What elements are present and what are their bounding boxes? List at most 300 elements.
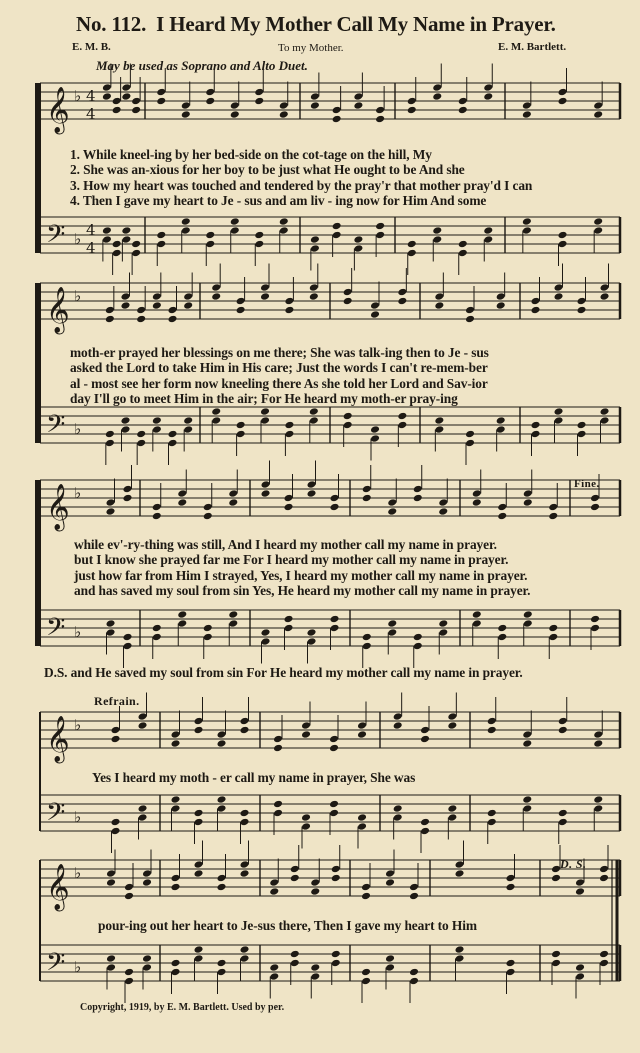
note-head [284, 297, 294, 306]
note-head [136, 306, 146, 315]
note-head [432, 92, 442, 101]
note-head [523, 619, 533, 628]
note-head [523, 610, 533, 619]
key-signature-flat-icon: ♭ [74, 287, 82, 305]
note-head [409, 968, 419, 977]
note-head [112, 97, 122, 106]
note-head [309, 292, 319, 301]
note-head [112, 240, 122, 249]
note-head [600, 283, 610, 292]
note-head [370, 425, 380, 434]
note-head [375, 222, 385, 231]
note-head [357, 730, 367, 739]
dedication: To my Mother. [278, 42, 344, 54]
note-head [558, 726, 568, 735]
note-head [393, 804, 403, 813]
note-head [497, 624, 507, 633]
note-head [551, 950, 561, 959]
note-head [465, 306, 475, 315]
note-head [472, 498, 482, 507]
note-head [254, 97, 264, 106]
note-head [575, 963, 585, 972]
note-head [123, 633, 133, 642]
note-head [106, 878, 116, 887]
note-head [284, 503, 294, 512]
bass-clef-icon: 𝄢 [46, 613, 66, 648]
note-head [343, 412, 353, 421]
note-head [205, 231, 215, 240]
note-head [362, 494, 372, 503]
note-head [387, 507, 397, 516]
note-head [121, 92, 131, 101]
note-head [279, 217, 289, 226]
note-head [230, 110, 240, 119]
note-head [106, 498, 116, 507]
note-head [194, 717, 204, 726]
note-head [420, 726, 430, 735]
note-head [123, 494, 133, 503]
note-head [331, 865, 341, 874]
note-head [330, 494, 340, 503]
note-head [385, 954, 395, 963]
system-1-lyrics [70, 147, 532, 208]
note-head [522, 110, 532, 119]
note-head [420, 827, 430, 836]
note-head [343, 421, 353, 430]
note-head [407, 240, 417, 249]
note-head [407, 97, 417, 106]
ds-marking: D. S. [560, 857, 587, 871]
note-head [558, 97, 568, 106]
note-head [548, 503, 558, 512]
note-head [447, 804, 457, 813]
note-head [593, 226, 603, 235]
note-head [106, 619, 116, 628]
note-head [310, 101, 320, 110]
note-head [387, 628, 397, 637]
verse-line: and has saved my soul from sin Yes, He heard my mother call my name in prayer. [74, 582, 531, 598]
note-head [203, 512, 213, 521]
note-head [301, 730, 311, 739]
note-head [183, 425, 193, 434]
note-head [432, 83, 442, 92]
note-head [455, 945, 465, 954]
note-head [138, 712, 148, 721]
note-head [447, 721, 457, 730]
note-head [434, 416, 444, 425]
note-head [397, 297, 407, 306]
note-head [447, 712, 457, 721]
note-head [102, 235, 112, 244]
note-head [181, 101, 191, 110]
note-head [138, 721, 148, 730]
note-head [531, 430, 541, 439]
note-head [168, 439, 178, 448]
note-head [106, 963, 116, 972]
note-head [142, 954, 152, 963]
note-head [217, 883, 227, 892]
note-head [171, 883, 181, 892]
note-head [284, 430, 294, 439]
note-head [558, 231, 568, 240]
music-credit: E. M. Bartlett. [498, 41, 567, 53]
note-head [465, 430, 475, 439]
note-head [112, 249, 122, 258]
note-head [577, 306, 587, 315]
note-head [217, 804, 227, 813]
note-head [205, 97, 215, 106]
bass-clef-icon: 𝄢 [46, 220, 66, 255]
note-head [260, 416, 270, 425]
note-head [438, 507, 448, 516]
note-head [121, 235, 131, 244]
note-head [554, 292, 564, 301]
note-head [590, 494, 600, 503]
note-head [420, 735, 430, 744]
note-head [124, 977, 134, 986]
note-head [152, 503, 162, 512]
note-head [472, 619, 482, 628]
note-head [123, 485, 133, 494]
note-head [290, 874, 300, 883]
note-head [228, 610, 238, 619]
note-head [554, 283, 564, 292]
note-head [261, 628, 271, 637]
note-head [121, 416, 131, 425]
fine-marking: Fine. [574, 478, 600, 490]
key-signature-flat-icon: ♭ [74, 484, 82, 502]
note-head [523, 498, 533, 507]
note-head [599, 950, 609, 959]
note-head [123, 642, 133, 651]
note-head [142, 878, 152, 887]
note-head [385, 878, 395, 887]
system-3-lyrics [74, 537, 530, 598]
treble-clef-icon: 𝄞 [46, 484, 70, 530]
note-head [106, 628, 116, 637]
note-head [434, 292, 444, 301]
note-head [310, 92, 320, 101]
note-head [121, 301, 131, 310]
note-head [357, 721, 367, 730]
note-head [181, 226, 191, 235]
note-head [455, 860, 465, 869]
note-head [260, 407, 270, 416]
verse-line: day I'll go to meet Him in the air; For He heard my moth-er pray-ing [70, 390, 458, 406]
note-head [332, 106, 342, 115]
note-head [254, 231, 264, 240]
note-head [273, 800, 283, 809]
verse-line: just how far from Him I strayed, Yes, I heard my mother call my name in prayer. [74, 567, 528, 583]
note-head [593, 804, 603, 813]
note-head [273, 735, 283, 744]
note-head [330, 615, 340, 624]
note-head [230, 226, 240, 235]
note-head [138, 813, 148, 822]
note-head [236, 306, 246, 315]
verse-line: 3. How my heart was touched and tendered by the pray'r that mother pray'd I can [70, 177, 533, 193]
note-head [593, 101, 603, 110]
note-head [375, 106, 385, 115]
ds-lyric-line: D.S. and He saved my soul from sin For He heard my mother call my name in prayer. [44, 665, 523, 680]
note-head [194, 726, 204, 735]
note-head [558, 717, 568, 726]
key-signature-flat-icon: ♭ [74, 230, 82, 248]
note-head [156, 88, 166, 97]
note-head [273, 809, 283, 818]
note-head [310, 244, 320, 253]
note-head [111, 735, 121, 744]
note-head [387, 619, 397, 628]
note-head [152, 292, 162, 301]
note-head [124, 883, 134, 892]
note-head [361, 892, 371, 901]
note-head [269, 972, 279, 981]
note-head [284, 306, 294, 315]
note-head [434, 425, 444, 434]
note-head [211, 292, 221, 301]
note-head [121, 226, 131, 235]
verse-line: while ev'-ry-thing was still, And I heard my mother call my name in prayer. [74, 537, 497, 552]
note-head [211, 407, 221, 416]
note-head [171, 968, 181, 977]
note-head [236, 421, 246, 430]
key-signature-flat-icon: ♭ [74, 808, 82, 826]
note-head [309, 416, 319, 425]
verse-line: moth-er prayed her blessings on me there; She was talk-ing then to Je - sus [70, 345, 489, 360]
note-head [458, 106, 468, 115]
note-head [168, 430, 178, 439]
note-head [590, 615, 600, 624]
note-head [111, 818, 121, 827]
note-head [361, 883, 371, 892]
refrain-lyric-1: Yes I heard my moth - er call my name in prayer, She was [92, 770, 416, 785]
note-head [397, 421, 407, 430]
note-head [329, 800, 339, 809]
note-head [593, 795, 603, 804]
note-head [506, 883, 516, 892]
note-head [260, 283, 270, 292]
note-head [205, 88, 215, 97]
note-head [254, 240, 264, 249]
note-head [194, 818, 204, 827]
refrain-lyric-2: pour-ing out her heart to Je-sus there, Then I gave my heart to Him [98, 918, 477, 933]
note-head [497, 503, 507, 512]
note-head [171, 739, 181, 748]
note-head [290, 959, 300, 968]
note-head [217, 730, 227, 739]
note-head [194, 954, 204, 963]
note-head [531, 306, 541, 315]
note-head [106, 869, 116, 878]
verse-line: asked the Lord to take Him in His care; Just the words I can't re-mem-ber [70, 360, 488, 376]
note-head [409, 977, 419, 986]
note-head [284, 494, 294, 503]
note-head [332, 231, 342, 240]
note-head [203, 503, 213, 512]
note-head [387, 498, 397, 507]
note-head [577, 430, 587, 439]
note-head [413, 494, 423, 503]
note-head [228, 619, 238, 628]
note-head [284, 615, 294, 624]
note-head [260, 292, 270, 301]
note-head [548, 512, 558, 521]
note-head [240, 869, 250, 878]
note-head [177, 498, 187, 507]
note-head [183, 301, 193, 310]
note-head [393, 813, 403, 822]
note-head [194, 869, 204, 878]
note-head [181, 110, 191, 119]
note-head [531, 297, 541, 306]
note-head [211, 416, 221, 425]
note-head [152, 416, 162, 425]
note-head [203, 624, 213, 633]
note-head [124, 968, 134, 977]
note-head [600, 407, 610, 416]
note-head [353, 244, 363, 253]
note-head [483, 83, 493, 92]
note-head [194, 809, 204, 818]
note-head [194, 945, 204, 954]
note-head [551, 874, 561, 883]
note-head [261, 480, 271, 489]
treble-clef-icon: 𝄞 [46, 716, 70, 762]
note-head [112, 106, 122, 115]
note-head [465, 315, 475, 324]
note-head [279, 226, 289, 235]
note-head [254, 88, 264, 97]
note-head [261, 637, 271, 646]
note-head [171, 730, 181, 739]
note-head [131, 249, 141, 258]
note-head [551, 959, 561, 968]
note-head [357, 813, 367, 822]
note-head [240, 954, 250, 963]
note-head [558, 88, 568, 97]
time-signature-icon: 4 [86, 239, 96, 257]
note-head [554, 407, 564, 416]
note-head [217, 795, 227, 804]
note-head [111, 726, 121, 735]
note-head [142, 869, 152, 878]
note-head [183, 416, 193, 425]
note-head [432, 235, 442, 244]
note-head [105, 439, 115, 448]
note-head [269, 887, 279, 896]
note-head [284, 421, 294, 430]
note-head [438, 628, 448, 637]
note-head [375, 231, 385, 240]
note-head [458, 240, 468, 249]
note-head [236, 297, 246, 306]
note-head [487, 726, 497, 735]
note-head [385, 963, 395, 972]
note-head [240, 726, 250, 735]
note-head [599, 865, 609, 874]
note-head [168, 315, 178, 324]
note-head [577, 297, 587, 306]
note-head [124, 892, 134, 901]
key-signature-flat-icon: ♭ [74, 716, 82, 734]
note-head [121, 425, 131, 434]
note-head [230, 101, 240, 110]
note-head [409, 883, 419, 892]
note-head [455, 869, 465, 878]
note-head [301, 813, 311, 822]
note-head [496, 425, 506, 434]
note-head [593, 217, 603, 226]
note-head [362, 642, 372, 651]
note-head [393, 712, 403, 721]
refrain-label: Refrain. [94, 694, 140, 708]
note-head [522, 101, 532, 110]
note-head [353, 92, 363, 101]
note-head [105, 306, 115, 315]
note-head [290, 865, 300, 874]
note-head [236, 430, 246, 439]
note-head [171, 874, 181, 883]
bass-clef-icon: 𝄢 [46, 798, 66, 833]
note-head [522, 217, 532, 226]
note-head [330, 503, 340, 512]
note-head [458, 97, 468, 106]
note-head [599, 959, 609, 968]
note-head [136, 439, 146, 448]
treble-clef-icon: 𝄞 [46, 287, 70, 333]
note-head [171, 959, 181, 968]
note-head [177, 489, 187, 498]
note-head [310, 878, 320, 887]
note-head [168, 306, 178, 315]
note-head [487, 809, 497, 818]
note-head [370, 310, 380, 319]
note-head [181, 217, 191, 226]
note-head [205, 240, 215, 249]
note-head [487, 818, 497, 827]
note-head [307, 628, 317, 637]
note-head [171, 795, 181, 804]
note-head [548, 633, 558, 642]
note-head [217, 739, 227, 748]
note-head [506, 874, 516, 883]
note-head [343, 297, 353, 306]
note-head [531, 421, 541, 430]
note-head [111, 827, 121, 836]
note-head [131, 106, 141, 115]
verse-line: 2. She was an-xious for her boy to be just what He ought to be And she [70, 162, 465, 178]
note-head [397, 412, 407, 421]
note-head [331, 874, 341, 883]
note-head [279, 110, 289, 119]
note-head [487, 717, 497, 726]
note-head [420, 818, 430, 827]
note-head [361, 977, 371, 986]
note-head [506, 968, 516, 977]
time-signature-icon: 4 [86, 87, 96, 105]
note-head [329, 735, 339, 744]
verse-line: but I know she prayed far me For I heard my mother call my name in prayer. [74, 552, 509, 568]
note-head [483, 226, 493, 235]
note-head [329, 744, 339, 753]
note-head [432, 226, 442, 235]
bass-clef-icon: 𝄢 [46, 410, 66, 445]
note-head [217, 968, 227, 977]
note-head [331, 950, 341, 959]
note-head [577, 421, 587, 430]
note-head [393, 721, 403, 730]
